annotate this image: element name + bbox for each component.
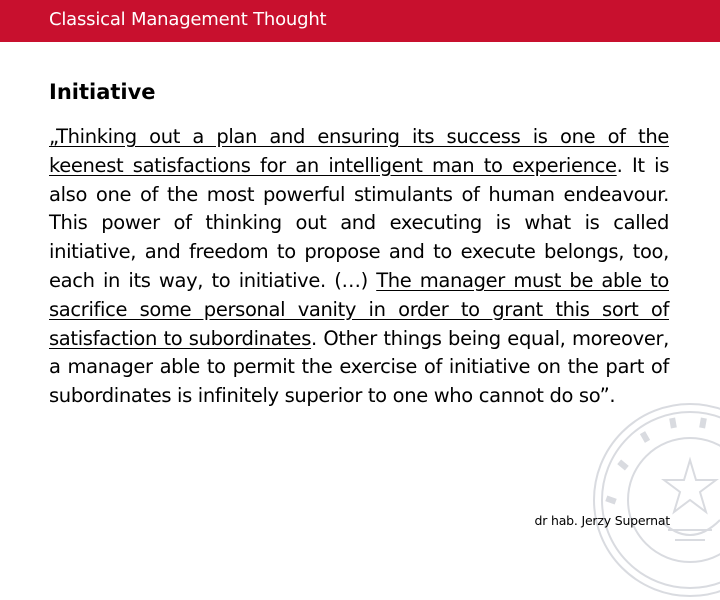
quote-underlined-part-2: The manager must be able to sacrifice some personal vanity in order to grant this sort of satisfaction to subordinates: [49, 268, 669, 350]
slide-heading: Initiative: [49, 80, 156, 104]
quote-plain-part-2: . Other things being equal, moreover, a manager able to permit the exercise of initiative on the part of subordinates is infinitely superior to one who cannot do so”.: [49, 326, 669, 408]
presentation-title: Classical Management Thought: [49, 9, 327, 30]
quote-plain-part-1: . It is also one of the most powerful stimulants of human endeavour. This power of thinking out and executing is what is called initiative, and freedom to propose and to execute belongs, too, each in its way, to initiative. (…): [49, 153, 670, 292]
header-bar: [0, 0, 720, 42]
quote-underlined-part-1: „Thinking out a plan and ensuring its success is one of the keenest satisfactions for an intelligent man to experience: [49, 125, 669, 177]
university-seal-icon: [590, 400, 720, 600]
author-credit: dr hab. Jerzy Supernat: [534, 513, 670, 528]
quote-paragraph: [49, 123, 669, 411]
